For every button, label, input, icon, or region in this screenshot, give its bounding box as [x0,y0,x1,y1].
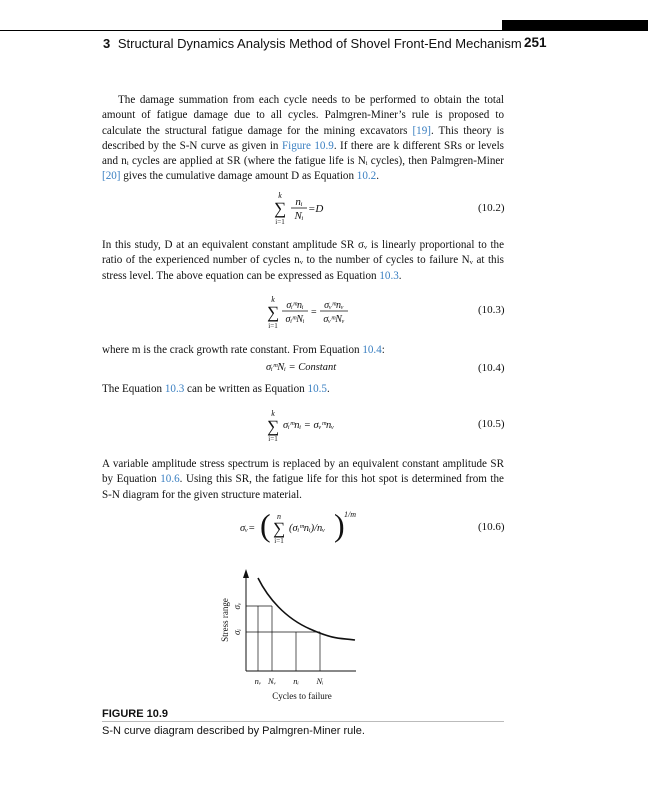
equation-number: (10.3) [478,304,505,316]
sum-lower: i=1 [274,537,284,545]
equation-body: σᵢᵐnᵢ = σᵥᵐnᵥ [283,420,335,431]
numerator: nᵢ [295,196,303,208]
rhs: =D [308,203,324,215]
text: where m is the crack growth rate constant. From Equation [102,344,363,356]
left-numerator: σᵢᵐnᵢ [286,300,304,311]
sum-lower: i=1 [268,435,278,443]
right-paren: ) [334,507,345,543]
running-head [103,36,522,51]
equation-link[interactable]: 10.4 [362,344,382,356]
text: . This theory is described by the S-N curve as given in [102,124,504,152]
text: can be written as Equation [184,383,308,395]
equation-10-2 [270,190,350,230]
sum-upper: n [277,512,281,521]
text: The Equation [102,383,165,395]
left-denominator: σᵢᵐNᵢ [285,314,305,325]
sum-lower: i=1 [275,218,285,226]
figure-rule [102,721,504,722]
text: . [376,170,379,183]
equation-link[interactable]: 10.2 [356,170,377,183]
paragraph-3 [102,343,504,358]
left-paren: ( [260,507,271,543]
paragraph-4 [102,382,504,397]
lhs: σᵥ= [240,523,256,534]
sum-sign: ∑ [273,199,287,218]
sum-upper: k [271,409,275,418]
denominator: Nᵢ [294,210,304,222]
text: . [326,383,330,395]
equation-10-6 [240,506,370,554]
y-axis-arrow [243,569,249,578]
sum-lower: i=1 [268,322,278,330]
text: The damage summation from each cycle needs to be performed to obtain the total amount of fatigue damage due to all cycles. Palmgren-Miner’s rule is proposed to calculate the structural fatigue damage for the mining excavators [102,94,504,137]
y-tick-sigma-i: σᵢ [232,629,242,635]
sn-curve-chart [210,566,360,706]
text: A variable amplitude stress spectrum is replaced by an equivalent constant amplitude SR by Equation [102,458,504,486]
x-tick-ni: nᵢ [293,676,299,686]
text: : [381,344,385,356]
x-tick-Nv: Nᵥ [267,676,277,686]
paragraph-2 [102,238,504,284]
sn-curve [258,578,355,640]
chapter-number: 3 [103,36,111,51]
inner-expression: (σᵢᵐnᵢ)/nᵥ [289,523,326,534]
header-bar [502,20,648,30]
figure-label: FIGURE 10.9 [102,708,169,720]
right-numerator: σᵥᵐnᵥ [324,300,344,311]
equation-link[interactable]: 10.3 [379,269,399,282]
paragraph-1 [102,93,504,185]
equation-number: (10.6) [478,521,505,533]
chapter-title: Structural Dynamics Analysis Method of Shovel Front-End Mechanism [117,36,522,51]
equation-link[interactable]: 10.5 [307,383,327,395]
equation-number: (10.2) [478,202,505,214]
reference-link[interactable]: [20] [102,170,121,183]
paragraph-5 [102,457,504,503]
y-axis-label: Stress range [220,598,230,642]
sum-upper: k [278,191,282,200]
equation-10-4: σᵢᵐNᵢ = Constant [266,362,337,373]
figure-caption: S-N curve diagram described by Palmgren-Miner rule. [102,725,365,737]
equation-10-3 [264,294,354,334]
x-tick-Ni: Nᵢ [316,676,324,686]
sum-sign: ∑ [272,519,286,538]
equals-sign: = [311,307,317,318]
text: . If there are k different SRs or levels and nᵢ cycles are applied at SR (where the fatigue life is Nᵢ cycles), then Palmgren-Miner [102,139,504,168]
text: . [398,269,402,282]
figure-link[interactable]: Figure 10.9 [281,139,334,152]
page-number: 251 [524,35,547,50]
equation-10-5 [264,408,364,444]
exponent: 1/m [344,510,356,519]
equation-link[interactable]: 10.3 [164,383,185,395]
reference-link[interactable]: [19] [412,124,431,137]
equation-link[interactable]: 10.6 [160,473,180,486]
header-rule [0,30,648,31]
right-denominator: σᵥᵐNᵥ [323,314,345,325]
sum-sign: ∑ [266,417,280,436]
equation-number: (10.4) [478,362,505,374]
sum-sign: ∑ [266,303,280,322]
x-tick-nv: nᵥ [254,676,262,686]
equation-number: (10.5) [478,418,505,430]
y-tick-sigma-v: σᵥ [232,602,242,610]
x-axis-label: Cycles to failure [272,691,332,701]
sum-upper: k [271,295,275,304]
text: In this study, D at an equivalent constant amplitude SR σᵥ is linearly proportional to the ratio of the experienced number of cycles nᵥ to the number of cycles to failure Nᵥ at this stress level. The above equation can be expressed as Equation [102,239,504,282]
text: gives the cumulative damage amount D as Equation [120,170,357,183]
text: . Using this SR, the fatigue life for this hot spot is determined from the S-N diagram for the given structure material. [102,473,504,501]
